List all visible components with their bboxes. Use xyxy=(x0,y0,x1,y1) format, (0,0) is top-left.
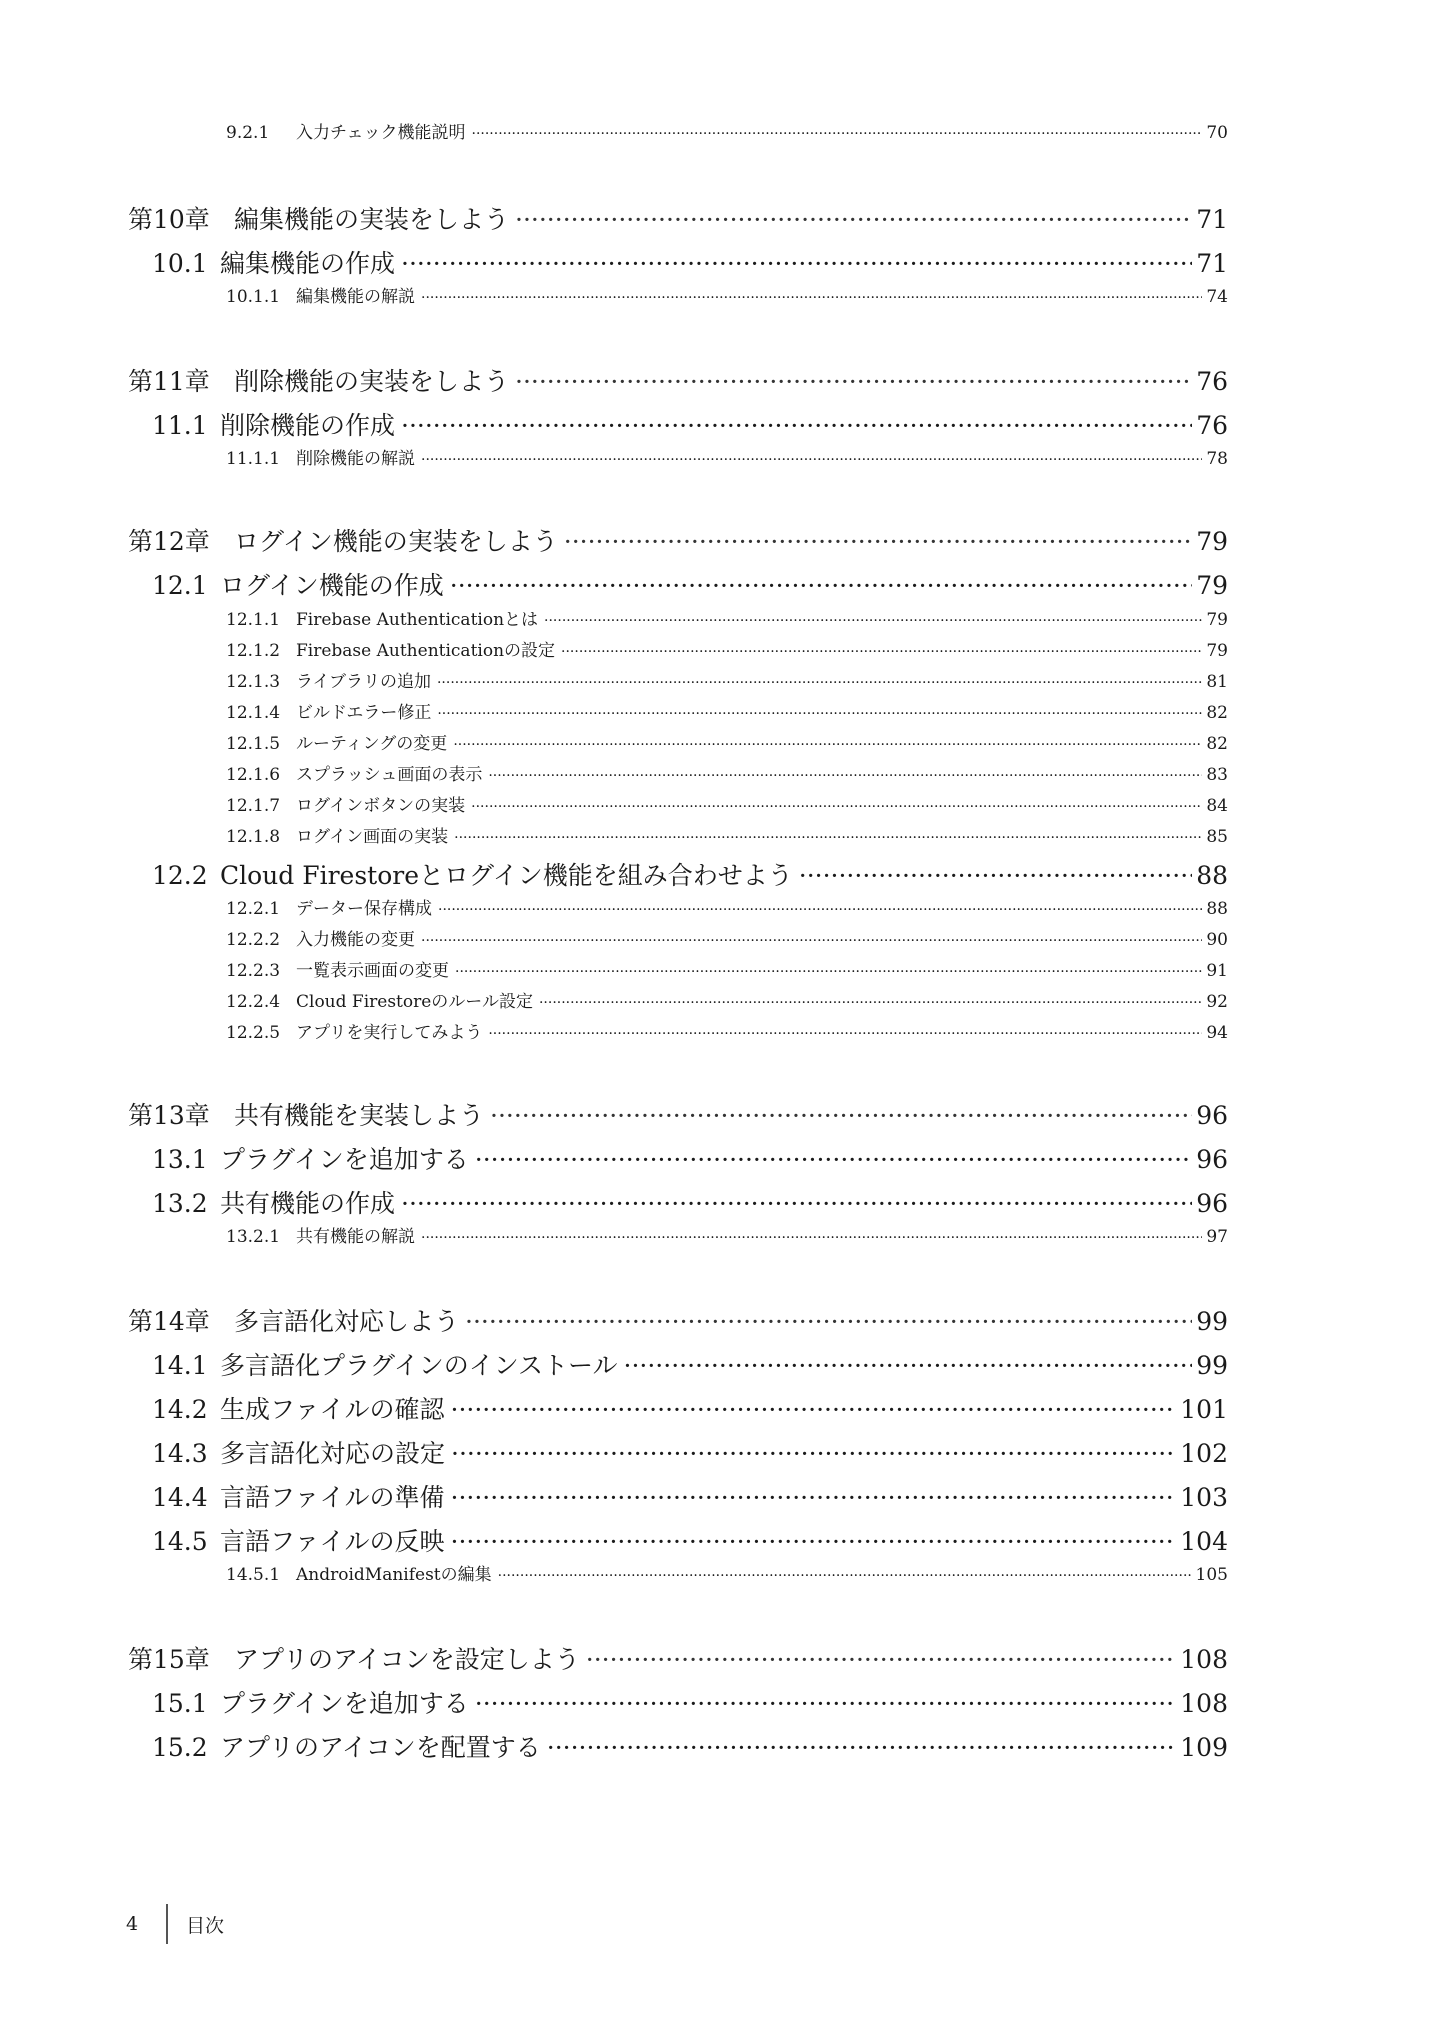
toc-entry-section[interactable] xyxy=(152,566,1228,602)
toc-entry-subsection[interactable] xyxy=(226,822,1228,847)
entry-title: ビルドエラー修正 xyxy=(296,703,432,723)
entry-page: 79 xyxy=(1206,610,1228,630)
toc-entry-section[interactable] xyxy=(152,244,1228,280)
entry-title: データー保存構成 xyxy=(296,899,432,919)
dot-leader xyxy=(515,205,1192,234)
dot-leader xyxy=(624,1351,1193,1380)
entry-title: 共有機能の解説 xyxy=(296,1227,415,1247)
entry-number: 12.1.6 xyxy=(226,765,281,785)
section-number: 14.3 xyxy=(152,1439,208,1468)
entry-number: 12.2.2 xyxy=(226,930,281,950)
entry-page: 99 xyxy=(1196,1307,1228,1336)
toc-entry-section[interactable] xyxy=(152,1140,1228,1176)
dot-leader xyxy=(401,249,1192,278)
dot-leader xyxy=(421,290,1202,306)
entry-page: 70 xyxy=(1206,123,1228,143)
entry-page: 79 xyxy=(1196,527,1228,556)
dot-leader xyxy=(421,933,1202,949)
entry-title: ルーティングの変更 xyxy=(296,734,448,754)
section-title: 多言語化プラグインのインストール xyxy=(220,1351,618,1380)
chapter-number: 第13章 xyxy=(128,1101,210,1130)
chapter-title: アプリのアイコンを設定しよう xyxy=(234,1645,580,1674)
entry-page: 108 xyxy=(1180,1689,1228,1718)
entry-page: 92 xyxy=(1206,992,1228,1012)
section-number: 14.4 xyxy=(152,1483,208,1512)
entry-page: 103 xyxy=(1180,1483,1228,1512)
section-number: 14.5 xyxy=(152,1527,208,1556)
toc-entry-section[interactable] xyxy=(152,856,1228,892)
entry-page: 102 xyxy=(1180,1439,1228,1468)
footer-divider xyxy=(166,1904,168,1944)
toc-entry-subsection[interactable] xyxy=(226,956,1228,981)
section-title: 削除機能の作成 xyxy=(220,411,396,440)
page-footer xyxy=(126,1904,224,1944)
entry-number: 12.1.4 xyxy=(226,703,281,723)
entry-page: 82 xyxy=(1206,734,1228,754)
entry-page: 88 xyxy=(1196,861,1228,890)
dot-leader xyxy=(515,367,1192,396)
section-number: 15.1 xyxy=(152,1689,208,1718)
footer-page-number: 4 xyxy=(126,1913,139,1935)
dot-leader xyxy=(450,571,1192,600)
chapter-number: 第12章 xyxy=(128,527,210,556)
toc-entry-subsection[interactable] xyxy=(226,636,1228,661)
section-number: 13.1 xyxy=(152,1145,208,1174)
entry-number: 13.2.1 xyxy=(226,1227,281,1247)
dot-leader xyxy=(561,644,1202,660)
section-title: ログイン機能の作成 xyxy=(220,571,444,600)
chapter-title: 多言語化対応しよう xyxy=(234,1307,460,1336)
entry-number: 12.1.2 xyxy=(226,641,281,661)
entry-page: 79 xyxy=(1196,571,1228,600)
entry-number: 12.1.3 xyxy=(226,672,281,692)
entry-page: 94 xyxy=(1206,1023,1228,1043)
dot-leader xyxy=(544,613,1202,629)
toc-entry-subsection[interactable] xyxy=(226,925,1228,950)
toc-entry-section[interactable] xyxy=(152,1346,1228,1382)
toc-entry-section[interactable] xyxy=(152,1184,1228,1220)
toc-entry-subsection[interactable] xyxy=(226,987,1228,1012)
entry-number: 12.1.1 xyxy=(226,610,281,630)
dot-leader xyxy=(421,1230,1202,1246)
dot-leader xyxy=(451,1483,1177,1512)
section-number: 12.1 xyxy=(152,571,208,600)
dot-leader xyxy=(799,861,1192,890)
dot-leader xyxy=(539,995,1202,1011)
section-number: 14.2 xyxy=(152,1395,208,1424)
dot-leader xyxy=(475,1145,1192,1174)
section-title: 多言語化対応の設定 xyxy=(220,1439,446,1468)
toc-entry-chapter[interactable] xyxy=(128,362,1228,398)
toc-entry-subsection[interactable] xyxy=(226,444,1228,469)
entry-page: 91 xyxy=(1206,961,1228,981)
entry-page: 105 xyxy=(1195,1565,1228,1585)
dot-leader xyxy=(455,964,1202,980)
chapter-title: ログイン機能の実装をしよう xyxy=(234,527,558,556)
toc-entry-subsection[interactable] xyxy=(226,1222,1228,1247)
entry-number: 12.2.1 xyxy=(226,899,281,919)
toc-entry-section[interactable] xyxy=(152,1390,1228,1426)
entry-number: 11.1.1 xyxy=(226,449,281,469)
dot-leader xyxy=(401,411,1192,440)
section-title: プラグインを追加する xyxy=(220,1689,469,1718)
toc-entry-subsection[interactable] xyxy=(226,1018,1228,1043)
toc-entry-chapter[interactable] xyxy=(128,1640,1228,1676)
toc-entry-subsection[interactable] xyxy=(226,894,1228,919)
entry-page: 81 xyxy=(1206,672,1228,692)
toc-entry-chapter[interactable] xyxy=(128,1302,1228,1338)
section-title: プラグインを追加する xyxy=(220,1145,469,1174)
dot-leader xyxy=(437,706,1202,722)
chapter-title: 共有機能を実装しよう xyxy=(234,1101,485,1130)
dot-leader xyxy=(465,1307,1192,1336)
entry-page: 96 xyxy=(1196,1101,1228,1130)
toc-entry-subsection[interactable] xyxy=(226,282,1228,307)
entry-number: 10.1.1 xyxy=(226,287,281,307)
toc-entry-chapter[interactable] xyxy=(128,522,1228,558)
entry-number: 12.1.7 xyxy=(226,796,281,816)
section-title: 共有機能の作成 xyxy=(220,1189,396,1218)
entry-page: 88 xyxy=(1206,899,1228,919)
section-title: アプリのアイコンを配置する xyxy=(220,1733,541,1762)
section-number: 12.2 xyxy=(152,861,208,890)
toc-entry-section[interactable] xyxy=(152,1434,1228,1470)
entry-page: 76 xyxy=(1196,367,1228,396)
entry-page: 101 xyxy=(1180,1395,1228,1424)
section-title: Cloud Firestoreとログイン機能を組み合わせよう xyxy=(220,861,793,890)
dot-leader xyxy=(438,902,1202,918)
entry-page: 76 xyxy=(1196,411,1228,440)
toc-entry-section[interactable] xyxy=(152,1478,1228,1514)
toc-entry-subsection[interactable] xyxy=(226,698,1228,723)
entry-title: ログインボタンの実装 xyxy=(296,796,466,816)
toc-entry-subsection[interactable] xyxy=(226,667,1228,692)
chapter-number: 第14章 xyxy=(128,1307,210,1336)
entry-title: 入力機能の変更 xyxy=(296,930,415,950)
entry-page: 71 xyxy=(1196,205,1228,234)
section-title: 生成ファイルの確認 xyxy=(220,1395,445,1424)
entry-title: アプリを実行してみよう xyxy=(296,1023,483,1043)
dot-leader xyxy=(453,737,1202,753)
entry-page: 97 xyxy=(1206,1227,1228,1247)
toc-entry-section[interactable] xyxy=(152,1684,1228,1720)
section-title: 言語ファイルの反映 xyxy=(220,1527,445,1556)
dot-leader xyxy=(488,1026,1202,1042)
dot-leader xyxy=(454,830,1202,846)
section-number: 10.1 xyxy=(152,249,208,278)
toc-entry-subsection[interactable] xyxy=(226,760,1228,785)
toc-entry-subsection[interactable] xyxy=(226,1560,1228,1585)
footer-section-label: 目次 xyxy=(186,1914,225,1937)
dot-leader xyxy=(586,1645,1177,1674)
dot-leader xyxy=(490,1101,1192,1130)
dot-leader xyxy=(547,1733,1177,1762)
entry-page: 83 xyxy=(1206,765,1228,785)
entry-title: スプラッシュ画面の表示 xyxy=(296,765,483,785)
toc-entry-chapter[interactable] xyxy=(128,200,1228,236)
entry-page: 85 xyxy=(1206,827,1228,847)
entry-title: 入力チェック機能説明 xyxy=(296,123,466,143)
chapter-number: 第10章 xyxy=(128,205,210,234)
entry-page: 82 xyxy=(1206,703,1228,723)
dot-leader xyxy=(498,1568,1192,1584)
dot-leader xyxy=(401,1189,1192,1218)
section-number: 11.1 xyxy=(152,411,208,440)
dot-leader xyxy=(437,675,1202,691)
entry-title: ライブラリの追加 xyxy=(296,672,431,692)
entry-title: 一覧表示画面の変更 xyxy=(296,961,449,981)
toc-entry-chapter[interactable] xyxy=(128,1096,1228,1132)
entry-number: 12.2.5 xyxy=(226,1023,281,1043)
entry-page: 96 xyxy=(1196,1145,1228,1174)
dot-leader xyxy=(471,799,1202,815)
entry-page: 84 xyxy=(1206,796,1228,816)
entry-page: 104 xyxy=(1180,1527,1228,1556)
entry-title: 編集機能の解説 xyxy=(296,287,415,307)
entry-title: Firebase Authenticationの設定 xyxy=(296,641,556,661)
entry-number: 12.1.5 xyxy=(226,734,281,754)
entry-page: 78 xyxy=(1206,449,1228,469)
dot-leader xyxy=(472,126,1203,142)
entry-number: 9.2.1 xyxy=(226,123,270,143)
toc-entry-subsection[interactable] xyxy=(226,791,1228,816)
dot-leader xyxy=(451,1527,1177,1556)
entry-number: 12.2.3 xyxy=(226,961,281,981)
entry-title: 削除機能の解説 xyxy=(296,449,415,469)
chapter-title: 編集機能の実装をしよう xyxy=(234,205,510,234)
toc-entry-section[interactable] xyxy=(152,1522,1228,1558)
chapter-number: 第15章 xyxy=(128,1645,210,1674)
entry-page: 96 xyxy=(1196,1189,1228,1218)
toc-entry-subsection[interactable] xyxy=(226,729,1228,754)
entry-page: 109 xyxy=(1180,1733,1228,1762)
dot-leader xyxy=(564,527,1192,556)
entry-number: 12.1.8 xyxy=(226,827,281,847)
entry-page: 71 xyxy=(1196,249,1228,278)
dot-leader xyxy=(475,1689,1177,1718)
section-number: 15.2 xyxy=(152,1733,208,1762)
entry-page: 108 xyxy=(1180,1645,1228,1674)
dot-leader xyxy=(451,1439,1176,1468)
toc-entry-section[interactable] xyxy=(152,1728,1228,1764)
entry-number: 12.2.4 xyxy=(226,992,281,1012)
entry-title: ログイン画面の実装 xyxy=(296,827,449,847)
entry-number: 14.5.1 xyxy=(226,1565,281,1585)
section-number: 13.2 xyxy=(152,1189,208,1218)
chapter-title: 削除機能の実装をしよう xyxy=(234,367,510,396)
entry-page: 99 xyxy=(1196,1351,1228,1380)
dot-leader xyxy=(421,452,1202,468)
entry-title: Cloud Firestoreのルール設定 xyxy=(296,992,533,1012)
section-number: 14.1 xyxy=(152,1351,208,1380)
entry-page: 79 xyxy=(1206,641,1228,661)
entry-page: 90 xyxy=(1206,930,1228,950)
entry-page: 74 xyxy=(1206,287,1228,307)
entry-title: AndroidManifestの編集 xyxy=(296,1565,492,1585)
toc-entry-subsection[interactable] xyxy=(226,605,1228,630)
dot-leader xyxy=(451,1395,1177,1424)
dot-leader xyxy=(488,768,1202,784)
section-title: 言語ファイルの準備 xyxy=(220,1483,445,1512)
toc-entry-subsection[interactable] xyxy=(226,118,1228,143)
entry-title: Firebase Authenticationとは xyxy=(296,610,539,630)
chapter-number: 第11章 xyxy=(128,367,210,396)
toc-entry-section[interactable] xyxy=(152,406,1228,442)
section-title: 編集機能の作成 xyxy=(220,249,396,278)
